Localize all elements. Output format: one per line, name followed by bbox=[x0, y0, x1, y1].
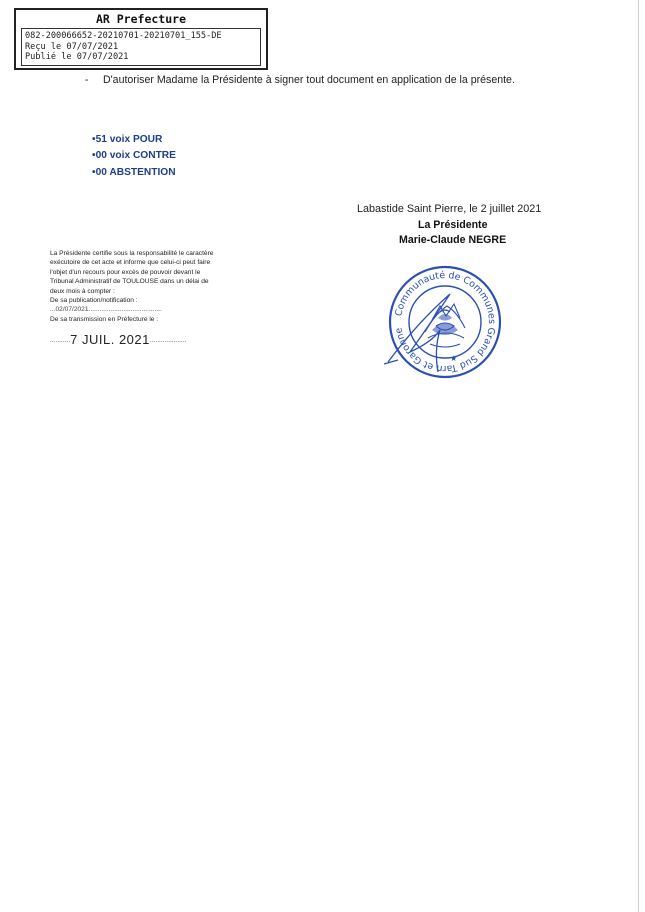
vote-results bbox=[92, 132, 176, 181]
publication-label: De sa publication/notification : bbox=[50, 297, 138, 305]
vote-against: •00 voix CONTRE bbox=[92, 150, 176, 162]
cert-line: l'objet d'un recours pour excès de pouvoir devant le bbox=[50, 268, 201, 276]
authorization-clause bbox=[85, 74, 515, 86]
clause-text: D'autoriser Madame la Présidente à signer tout document en application de la présente. bbox=[103, 74, 515, 86]
signer-name: Marie-Claude NEGRE bbox=[399, 234, 507, 246]
cert-line: La Présidente certifie sous la responsabilité le caractère bbox=[50, 250, 214, 257]
page-edge bbox=[638, 0, 639, 912]
publication-date: ...02/07/2021........................................ bbox=[50, 306, 162, 314]
clause-dash: - bbox=[85, 74, 89, 86]
transmission-date: 7 JUIL. 2021 bbox=[70, 332, 150, 347]
transmission-label: De sa transmission en Préfecture le : bbox=[50, 315, 159, 323]
vote-abstention: •00 ABSTENTION bbox=[92, 166, 176, 178]
seal-ring-text: Communauté de Communes Grand Sud Tarn et Garonne bbox=[393, 269, 498, 375]
cert-line: exécutoire de cet acte et informe que celui-ci peut faire bbox=[50, 259, 211, 267]
community-seal-icon bbox=[380, 260, 510, 390]
receipt-stamp bbox=[14, 8, 268, 70]
receipt-title: AR Prefecture bbox=[95, 12, 186, 26]
certification-text bbox=[50, 249, 256, 324]
transmission-prefix: ........... bbox=[50, 337, 71, 344]
transmission-suffix: .................... bbox=[149, 337, 187, 344]
receipt-details bbox=[21, 28, 261, 66]
receipt-received: Reçu le 07/07/2021 bbox=[25, 41, 119, 52]
transmission-date-line bbox=[50, 330, 187, 345]
receipt-published: Publié le 07/07/2021 bbox=[25, 52, 129, 62]
vote-for: •51 voix POUR bbox=[92, 134, 163, 145]
place-date: Labastide Saint Pierre, le 2 juillet 2021 bbox=[357, 203, 542, 215]
receipt-reference: 082-200066652-20210701-20210701_155-DE bbox=[25, 31, 222, 41]
cert-line: Tribunal Administratif de TOULOUSE dans un délai de bbox=[50, 278, 209, 286]
svg-text:★: ★ bbox=[450, 354, 458, 363]
signer-role: La Présidente bbox=[418, 219, 488, 231]
cert-line: deux mois à compter : bbox=[50, 287, 115, 295]
